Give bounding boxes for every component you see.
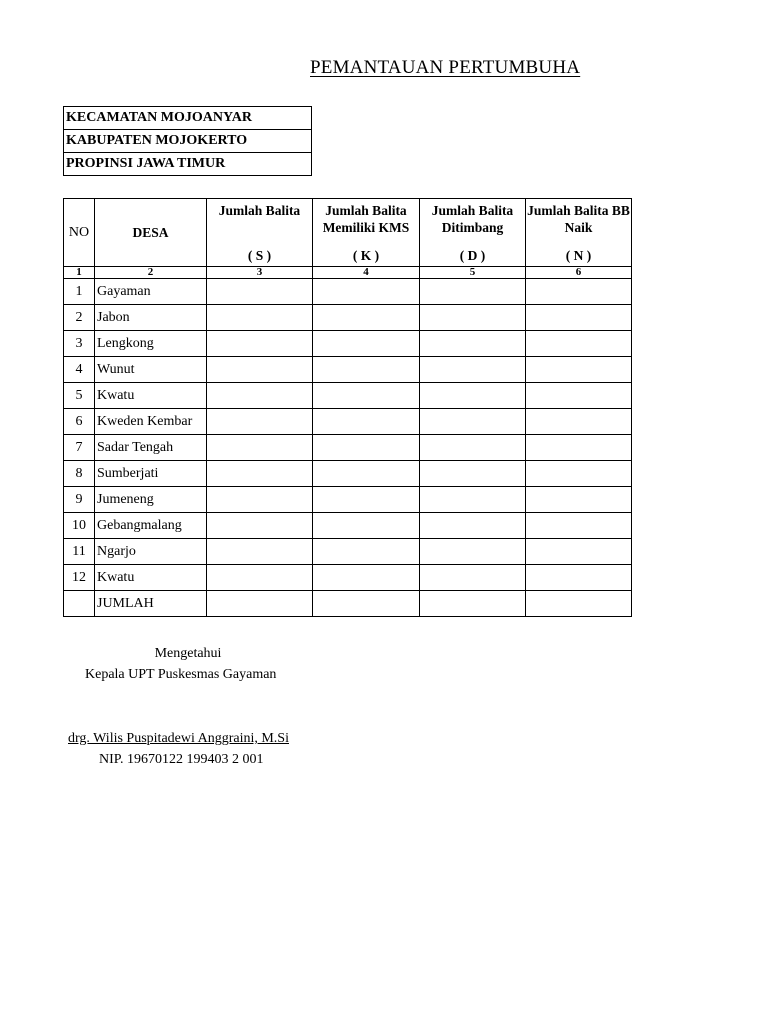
row-n-cell [526,357,632,383]
row-d-cell [420,487,526,513]
header-desa: DESA [95,199,207,267]
table-row [64,461,632,487]
column-number: 5 [420,267,526,279]
column-number: 4 [313,267,420,279]
header-k-code: ( K ) [352,248,380,263]
row-desa: Wunut [95,357,207,383]
row-s-cell [207,487,313,513]
total-row [64,591,632,617]
row-k-cell [313,565,420,591]
region-kecamatan: KECAMATAN MOJOANYAR [64,107,312,130]
row-d-cell [420,539,526,565]
row-desa: Ngarjo [95,539,207,565]
row-desa: Jabon [95,305,207,331]
column-number: 2 [95,267,207,279]
row-k-cell [313,383,420,409]
row-k-cell [313,487,420,513]
row-n-cell [526,305,632,331]
table-row [64,279,632,305]
region-propinsi: PROPINSI JAWA TIMUR [64,153,312,176]
row-d-cell [420,461,526,487]
header-d-label: Jumlah Balita Ditimbang [431,203,514,235]
row-s-cell [207,461,313,487]
row-no: 6 [64,409,95,435]
row-no: 11 [64,539,95,565]
row-s-cell [207,305,313,331]
header-d [420,199,526,267]
header-n-code: ( N ) [565,248,592,263]
row-desa: Kweden Kembar [95,409,207,435]
table-row [64,383,632,409]
table-body [64,279,632,591]
table-row [64,539,632,565]
row-n-cell [526,565,632,591]
table-row [64,565,632,591]
row-n-cell [526,279,632,305]
row-d-cell [420,305,526,331]
row-desa: Sumberjati [95,461,207,487]
header-no: NO [64,199,95,267]
row-k-cell [313,357,420,383]
row-k-cell [313,539,420,565]
row-s-cell [207,409,313,435]
row-k-cell [313,461,420,487]
table-row [64,357,632,383]
growth-monitoring-table [63,198,632,617]
row-no: 12 [64,565,95,591]
header-s-label: Jumlah Balita [218,203,301,218]
region-kabupaten: KABUPATEN MOJOKERTO [64,130,312,153]
row-n-cell [526,461,632,487]
document-title: PEMANTAUAN PERTUMBUHA [310,57,581,78]
table-row [64,305,632,331]
row-no: 2 [64,305,95,331]
table-row [64,331,632,357]
row-no: 4 [64,357,95,383]
signature-nip: NIP. 19670122 199403 2 001 [99,752,264,767]
row-no: 10 [64,513,95,539]
column-number-row [64,267,632,279]
row-d-cell [420,357,526,383]
row-desa: Jumeneng [95,487,207,513]
row-k-cell [313,513,420,539]
row-desa: Gayaman [95,279,207,305]
row-d-cell [420,409,526,435]
total-n-cell [526,591,632,617]
row-s-cell [207,513,313,539]
header-n-label: Jumlah Balita BB Naik [527,203,630,235]
signature-acknowledged: Mengetahui [154,646,222,661]
total-s-cell [207,591,313,617]
row-s-cell [207,331,313,357]
row-n-cell [526,383,632,409]
row-n-cell [526,435,632,461]
header-k-label: Jumlah Balita Memiliki KMS [322,203,410,235]
table-row [64,435,632,461]
column-number: 6 [526,267,632,279]
row-s-cell [207,435,313,461]
total-d-cell [420,591,526,617]
row-d-cell [420,565,526,591]
signature-position: Kepala UPT Puskesmas Gayaman [85,667,277,682]
row-d-cell [420,513,526,539]
row-n-cell [526,409,632,435]
row-desa: Kwatu [95,383,207,409]
row-n-cell [526,539,632,565]
row-desa: Sadar Tengah [95,435,207,461]
row-no: 7 [64,435,95,461]
row-k-cell [313,331,420,357]
header-d-code: ( D ) [459,248,486,263]
row-d-cell [420,279,526,305]
signature-name: drg. Wilis Puspitadewi Anggraini, M.Si [68,731,289,746]
header-k [313,199,420,267]
table-header-row [64,199,632,267]
header-n [526,199,632,267]
row-n-cell [526,513,632,539]
row-s-cell [207,539,313,565]
total-label: JUMLAH [95,591,207,617]
region-info-table [63,106,312,176]
row-d-cell [420,435,526,461]
row-k-cell [313,279,420,305]
table-row [64,487,632,513]
total-k-cell [313,591,420,617]
header-s-code: ( S ) [247,248,272,263]
row-desa: Kwatu [95,565,207,591]
table-row [64,513,632,539]
row-desa: Lengkong [95,331,207,357]
row-k-cell [313,305,420,331]
row-d-cell [420,331,526,357]
row-no: 1 [64,279,95,305]
row-k-cell [313,435,420,461]
row-s-cell [207,383,313,409]
column-number: 1 [64,267,95,279]
row-d-cell [420,383,526,409]
total-no-cell [64,591,95,617]
table-row [64,409,632,435]
row-no: 3 [64,331,95,357]
column-number: 3 [207,267,313,279]
row-s-cell [207,357,313,383]
row-no: 5 [64,383,95,409]
row-n-cell [526,487,632,513]
row-no: 9 [64,487,95,513]
row-k-cell [313,409,420,435]
row-n-cell [526,331,632,357]
header-s [207,199,313,267]
row-desa: Gebangmalang [95,513,207,539]
row-s-cell [207,279,313,305]
row-no: 8 [64,461,95,487]
row-s-cell [207,565,313,591]
